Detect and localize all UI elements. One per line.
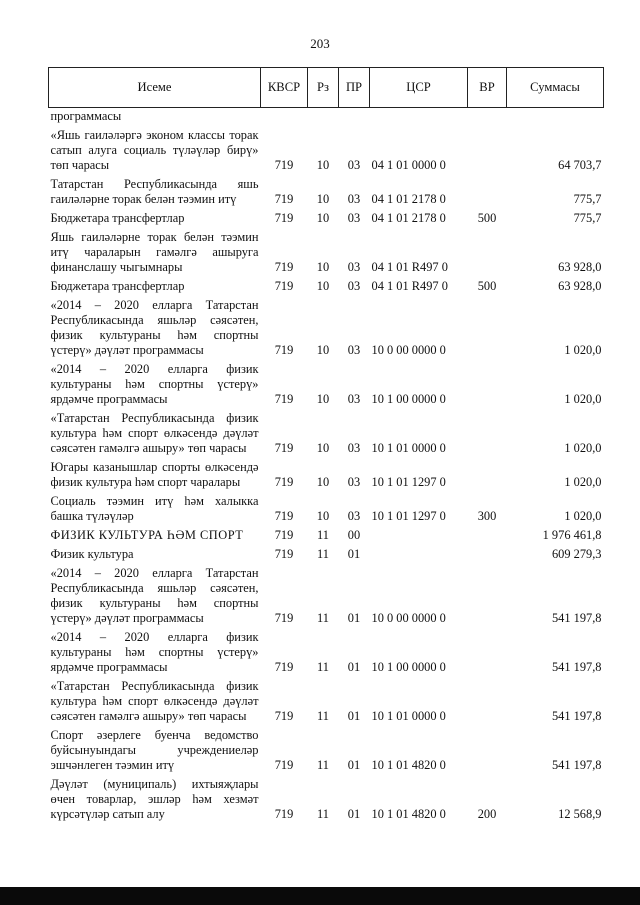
- cell-sum: 609 279,3: [551, 547, 602, 561]
- cell-rz: 11: [317, 528, 329, 542]
- cell-vr: 500: [477, 279, 497, 293]
- cell-csr: [370, 108, 468, 127]
- cell-pr: 01: [347, 758, 361, 772]
- cell-name: «Яшь гаиләләргә эконом классы торак сатып алуга социаль түләүләр бирү» төп чарасы: [50, 128, 259, 172]
- table-row: [49, 277, 604, 296]
- cell-rz: 10: [316, 343, 330, 357]
- cell-csr: 04 1 01 2178 0: [371, 192, 446, 206]
- cell-vr: [468, 296, 507, 360]
- cell-pr: 00: [347, 528, 361, 542]
- cell-name: Спорт әзерлеге буенча ведомство буйсынуындагы учреждениеләр эшчәнлеген тәэмин итү: [50, 728, 259, 772]
- header-csr: ЦСР: [370, 68, 468, 108]
- cell-name: Татарстан Республикасында яшь гаиләләрне торак белән тәэмин итү: [50, 177, 259, 206]
- cell-kvsr: 719: [274, 528, 294, 542]
- cell-rz: 10: [316, 158, 330, 172]
- cell-name: программасы: [50, 109, 122, 123]
- cell-pr: 03: [347, 343, 361, 357]
- cell-rz: 10: [316, 192, 330, 206]
- cell-sum: 541 197,8: [551, 758, 602, 772]
- cell-csr: 10 1 00 0000 0: [371, 660, 446, 674]
- table-row: [49, 492, 604, 526]
- page-number: 203: [310, 36, 330, 51]
- cell-name: ФИЗИК КУЛЬТУРА ҺӘМ СПОРТ: [50, 528, 244, 542]
- cell-vr: [468, 126, 507, 175]
- cell-sum: 64 703,7: [558, 158, 602, 172]
- cell-sum: 1 020,0: [564, 509, 602, 523]
- cell-sum: 1 020,0: [564, 441, 602, 455]
- cell-sum: 1 020,0: [564, 392, 602, 406]
- cell-kvsr: 719: [274, 509, 294, 523]
- budget-table: [48, 67, 604, 824]
- cell-pr: 03: [347, 192, 361, 206]
- cell-name: Социаль тәэмин итү һәм халыкка башка түләүләр: [50, 494, 259, 523]
- cell-csr: 10 1 01 0000 0: [371, 709, 446, 723]
- cell-kvsr: 719: [274, 709, 294, 723]
- cell-kvsr: 719: [274, 441, 294, 455]
- cell-vr: 200: [477, 807, 497, 821]
- cell-rz: 11: [317, 611, 329, 625]
- cell-vr: [468, 175, 507, 209]
- table-row: [49, 409, 604, 458]
- cell-pr: 03: [347, 279, 361, 293]
- table-body: [49, 108, 604, 825]
- cell-csr: 10 1 01 4820 0: [371, 758, 446, 772]
- cell-pr: 01: [347, 547, 361, 561]
- table-row: [49, 108, 604, 127]
- cell-pr: 03: [347, 211, 361, 225]
- cell-name: «Татарстан Республикасында физик культура һәм спорт өлкәсендә дәүләт сәясәтен гамәлгә ашыру» төп чарасы: [50, 411, 259, 455]
- cell-name: Физик культура: [50, 547, 134, 561]
- cell-csr: [370, 526, 468, 545]
- table-row: [49, 360, 604, 409]
- cell-rz: 11: [317, 660, 329, 674]
- header-vr: ВР: [468, 68, 507, 108]
- table-row: [49, 726, 604, 775]
- cell-csr: 10 1 01 4820 0: [371, 807, 446, 821]
- cell-csr: 04 1 01 2178 0: [371, 211, 446, 225]
- cell-name: «2014 – 2020 елларга физик культураны һәм спортны үстерү» ярдәмче программасы: [50, 630, 259, 674]
- header-kvsr: КВСР: [261, 68, 308, 108]
- cell-pr: 01: [347, 660, 361, 674]
- cell-pr: 03: [347, 158, 361, 172]
- cell-vr: 500: [477, 211, 497, 225]
- cell-kvsr: 719: [274, 758, 294, 772]
- cell-vr: [468, 564, 507, 628]
- cell-sum: 775,7: [573, 211, 602, 225]
- cell-rz: 11: [317, 547, 329, 561]
- header-rz: Рз: [308, 68, 339, 108]
- cell-name: «Татарстан Республикасында физик культура һәм спорт өлкәсендә дәүләт сәясәтен гамәлгә ашыру» төп чарасы: [50, 679, 259, 723]
- cell-sum: 1 976 461,8: [542, 528, 602, 542]
- cell-csr: [370, 545, 468, 564]
- cell-sum: 63 928,0: [558, 279, 602, 293]
- cell-pr: 03: [347, 509, 361, 523]
- table-row: [49, 296, 604, 360]
- cell-rz: 10: [316, 509, 330, 523]
- cell-vr: [468, 409, 507, 458]
- scan-edge: [0, 887, 640, 905]
- cell-rz: 10: [316, 392, 330, 406]
- cell-pr: 03: [347, 441, 361, 455]
- cell-kvsr: 719: [274, 660, 294, 674]
- cell-sum: 12 568,9: [558, 807, 602, 821]
- table-row: [49, 526, 604, 545]
- cell-vr: [468, 458, 507, 492]
- cell-pr: 03: [347, 392, 361, 406]
- cell-kvsr: 719: [274, 192, 294, 206]
- cell-vr: [468, 628, 507, 677]
- cell-sum: 541 197,8: [551, 709, 602, 723]
- header-sum: Суммасы: [507, 68, 604, 108]
- cell-pr: 01: [347, 611, 361, 625]
- table-header-row: [49, 68, 604, 108]
- table-row: [49, 677, 604, 726]
- cell-kvsr: 719: [274, 343, 294, 357]
- cell-rz: [308, 108, 339, 127]
- cell-name: Дәүләт (муниципаль) ихтыяҗлары өчен товарлар, эшләр һәм хезмәт күрсәтүләр сатып алу: [50, 777, 259, 821]
- cell-rz: 10: [316, 260, 330, 274]
- cell-rz: 10: [316, 475, 330, 489]
- cell-sum: 63 928,0: [558, 260, 602, 274]
- cell-name: «2014 – 2020 елларга Татарстан Республикасында яшьләр сәясәтен, физик культураны һәм спортны үстерү» дәүләт программасы: [50, 298, 259, 357]
- cell-vr: [468, 108, 507, 127]
- cell-name: Бюджетара трансфертлар: [50, 279, 185, 293]
- cell-vr: [468, 526, 507, 545]
- cell-csr: 04 1 01 R497 0: [371, 279, 448, 293]
- cell-kvsr: 719: [274, 279, 294, 293]
- cell-sum: [507, 108, 604, 127]
- cell-vr: [468, 228, 507, 277]
- budget-sheet: [48, 67, 603, 824]
- cell-csr: 04 1 01 R497 0: [371, 260, 448, 274]
- cell-kvsr: 719: [274, 475, 294, 489]
- cell-csr: 10 1 01 1297 0: [371, 475, 446, 489]
- cell-name: Бюджетара трансфертлар: [50, 211, 185, 225]
- cell-csr: 10 0 00 0000 0: [371, 611, 446, 625]
- cell-name: Югары казанышлар спорты өлкәсендә физик культура һәм спорт чаралары: [50, 460, 259, 489]
- cell-rz: 10: [316, 279, 330, 293]
- cell-pr: [339, 108, 370, 127]
- cell-csr: 10 1 01 0000 0: [371, 441, 446, 455]
- table-row: [49, 545, 604, 564]
- cell-vr: [468, 677, 507, 726]
- cell-sum: 1 020,0: [564, 475, 602, 489]
- cell-csr: 04 1 01 0000 0: [371, 158, 446, 172]
- cell-kvsr: 719: [274, 158, 294, 172]
- cell-pr: 03: [347, 475, 361, 489]
- cell-kvsr: 719: [274, 392, 294, 406]
- cell-sum: 775,7: [573, 192, 602, 206]
- cell-kvsr: 719: [274, 611, 294, 625]
- cell-pr: 03: [347, 260, 361, 274]
- table-row: [49, 228, 604, 277]
- cell-kvsr: 719: [274, 807, 294, 821]
- cell-pr: 01: [347, 807, 361, 821]
- table-row: [49, 564, 604, 628]
- cell-sum: 541 197,8: [551, 660, 602, 674]
- cell-kvsr: 719: [274, 260, 294, 274]
- header-name: Исеме: [49, 68, 261, 108]
- cell-kvsr: 719: [274, 211, 294, 225]
- table-row: [49, 126, 604, 175]
- cell-rz: 10: [316, 211, 330, 225]
- cell-vr: [468, 545, 507, 564]
- cell-rz: 10: [316, 441, 330, 455]
- header-pr: ПР: [339, 68, 370, 108]
- cell-vr: [468, 360, 507, 409]
- table-row: [49, 175, 604, 209]
- cell-csr: 10 1 01 1297 0: [371, 509, 446, 523]
- cell-rz: 11: [317, 709, 329, 723]
- cell-name: «2014 – 2020 елларга Татарстан Республикасында яшьләр сәясәтен, физик культураны һәм спортны үстерү» дәүләт программасы: [50, 566, 259, 625]
- cell-rz: 11: [317, 758, 329, 772]
- table-row: [49, 209, 604, 228]
- cell-pr: 01: [347, 709, 361, 723]
- cell-kvsr: [261, 108, 308, 127]
- cell-vr: [468, 726, 507, 775]
- cell-vr: 300: [477, 509, 497, 523]
- table-row: [49, 628, 604, 677]
- cell-csr: 10 0 00 0000 0: [371, 343, 446, 357]
- cell-sum: 1 020,0: [564, 343, 602, 357]
- cell-sum: 541 197,8: [551, 611, 602, 625]
- cell-kvsr: 719: [274, 547, 294, 561]
- cell-name: Яшь гаиләләрне торак белән тәэмин итү чараларын гамәлгә ашыруга финанслашу чыгымнары: [50, 230, 259, 274]
- cell-csr: 10 1 00 0000 0: [371, 392, 446, 406]
- cell-name: «2014 – 2020 елларга физик культураны һәм спортны үстерү» ярдәмче программасы: [50, 362, 259, 406]
- table-row: [49, 775, 604, 824]
- table-row: [49, 458, 604, 492]
- cell-rz: 11: [317, 807, 329, 821]
